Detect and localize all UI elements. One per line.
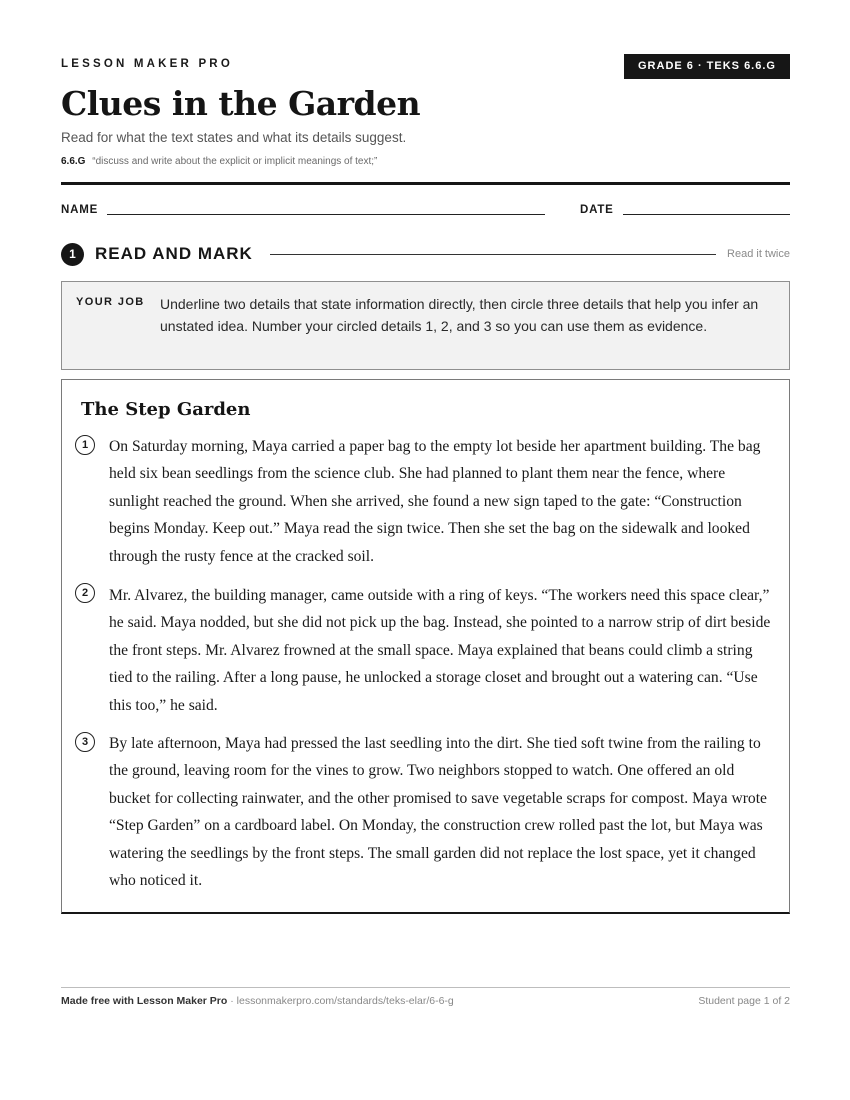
- section-divider: [270, 254, 716, 255]
- passage-title: The Step Garden: [81, 399, 251, 420]
- name-field[interactable]: [107, 214, 545, 215]
- page-subtitle: Read for what the text states and what its details suggest.: [61, 130, 407, 145]
- paragraph-number: 3: [75, 732, 95, 752]
- section-number-badge: 1: [61, 243, 84, 266]
- section-title: READ AND MARK: [95, 244, 253, 263]
- standard-code: 6.6.G: [61, 156, 86, 167]
- page-title: Clues in the Garden: [61, 84, 421, 123]
- paragraph-number: 2: [75, 583, 95, 603]
- passage-paragraph: By late afternoon, Maya had pressed the last seedling into the dirt. She tied soft twine from the railing to the ground, leaving room for the vines to grow. Two neighbors stopped to watch. One offered an old bucket for collecting rainwater, and the other promised to save vegetable scraps for compost. Maya wrote “Step Garden” on a cardboard label. On Monday, the construction crew rolled past the lot, but Maya was watering the seedlings by the front steps. The small garden did not replace the lost space, yet it changed who noticed it.: [109, 735, 767, 890]
- standard-line: [61, 156, 377, 167]
- name-label: NAME: [61, 204, 99, 216]
- footer-made-with: Made free with Lesson Maker Pro: [61, 995, 228, 1007]
- footer-credit: [61, 995, 454, 1007]
- grade-badge: GRADE 6 · TEKS 6.6.G: [624, 54, 790, 79]
- paragraph-number: 1: [75, 435, 95, 455]
- passage-paragraph: Mr. Alvarez, the building manager, came outside with a ring of keys. “The workers need this space clear,” he said. Maya nodded, but she did not pick up the bag. Instead, she pointed to a narrow strip of dirt beside the front steps. Mr. Alvarez frowned at the small space. Maya explained that beans could climb a string tied to the railing. After a long pause, he unlocked a storage closet and brought out a watering can. “Use this too,” he said.: [109, 587, 771, 714]
- reading-passage: [61, 379, 790, 914]
- instructions-box: [61, 281, 790, 370]
- brand-name: LESSON MAKER PRO: [61, 58, 233, 70]
- date-label: DATE: [580, 204, 614, 216]
- instructions-text: Underline two details that state information directly, then circle three details that help you infer an unstated idea. Number your circled details 1, 2, and 3 so you can use them as evidence.: [160, 296, 759, 334]
- footer-url[interactable]: lessonmakerpro.com/standards/teks-elar/6-6-g: [236, 995, 454, 1007]
- footer-divider: [61, 987, 790, 988]
- page-indicator: Student page 1 of 2: [698, 995, 790, 1007]
- footer-separator: ·: [227, 995, 237, 1007]
- standard-text: “discuss and write about the explicit or implicit meanings of text;”: [92, 156, 378, 167]
- date-field[interactable]: [623, 214, 790, 215]
- header-divider: [61, 182, 790, 185]
- passage-paragraph: On Saturday morning, Maya carried a paper bag to the empty lot beside her apartment building. The bag held six bean seedlings from the science club. She had planned to plant them near the fence, where sunlight reached the ground. When she arrived, she found a new sign taped to the gate: “Construction begins Monday. Keep out.” Maya read the sign twice. Then she set the bag on the sidewalk and looked through the rusty fence at the cracked soil.: [109, 438, 761, 565]
- instructions-label: YOUR JOB: [76, 296, 145, 308]
- section-note: Read it twice: [727, 248, 790, 260]
